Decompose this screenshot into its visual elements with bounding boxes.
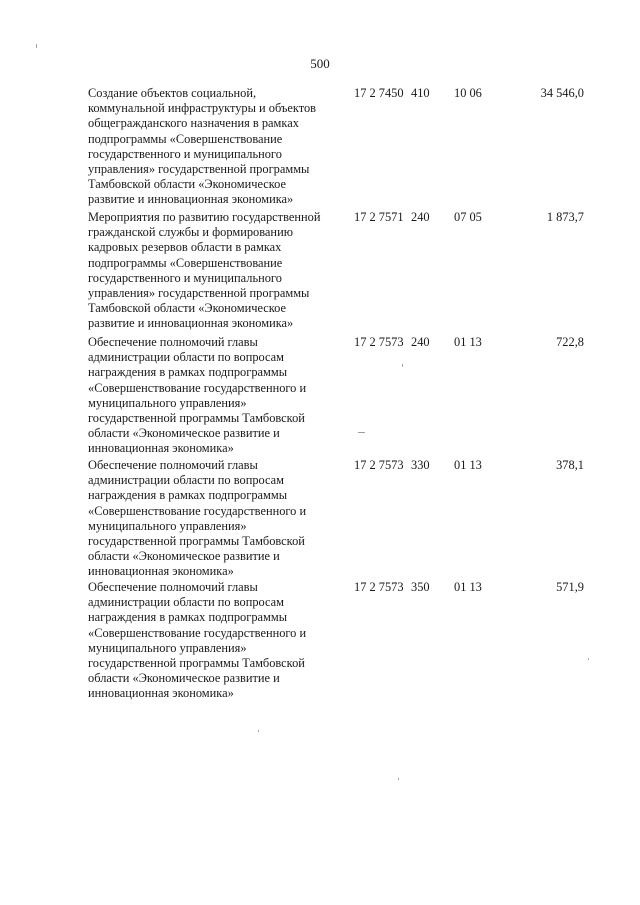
row-description [88,335,340,457]
scan-speck [258,730,259,732]
description-line: государственного и муниципального [88,270,282,285]
description-line: Создание объектов социальной, [88,86,257,100]
description-line: Тамбовской области «Экономическое [88,301,287,316]
amount-value: 722,8 [556,335,584,349]
amount-value: 378,1 [556,458,584,472]
description-line: награждения в рамках подпрограммы [88,365,288,380]
scan-speck [358,432,365,433]
description-line: администрации области по вопросам [88,595,285,610]
amount-value: 1 873,7 [546,210,584,224]
description-line: администрации области по вопросам [88,350,285,365]
description-line: Обеспечение полномочий главы [88,335,258,349]
scan-speck [588,658,589,660]
row-description [88,458,340,580]
description-line: награждения в рамках подпрограммы [88,488,288,503]
description-line: государственного и муниципального [88,146,282,161]
page-number: 500 [310,56,330,71]
section-code: 01 13 [454,458,482,472]
description-line: подпрограммы «Совершенствование [88,255,283,270]
target-article-code: 17 2 7571 [354,210,404,224]
description-line: гражданской службы и формированию [88,225,293,240]
section-code: 10 06 [454,86,482,100]
description-line: развитие и инновационная экономика» [88,316,294,331]
expense-type-code: 350 [411,580,430,594]
description-line: администрации области по вопросам [88,473,285,488]
row-description [88,210,340,332]
description-line: «Совершенствование государственного и [88,625,307,640]
description-line: общегражданского назначения в рамках [88,116,299,131]
description-line: Тамбовской области «Экономическое [88,177,287,192]
scan-speck [36,44,37,48]
description-line: инновационная экономика» [88,564,234,579]
description-line: управления» государственной программы [88,162,310,177]
section-code: 07 05 [454,210,482,224]
description-line: государственной программы Тамбовской [88,534,305,549]
description-line: государственной программы Тамбовской [88,411,305,426]
description-line: области «Экономическое развитие и [88,549,280,564]
description-line: инновационная экономика» [88,441,234,456]
description-line: муниципального управления» [88,395,247,410]
row-description [88,580,340,702]
description-line: Мероприятия по развитию государственной [88,210,321,224]
expense-type-code: 410 [411,86,430,100]
target-article-code: 17 2 7450 [354,86,404,100]
target-article-code: 17 2 7573 [354,580,404,594]
section-code: 01 13 [454,335,482,349]
description-line: муниципального управления» [88,640,247,655]
description-line: награждения в рамках подпрограммы [88,610,288,625]
amount-value: 571,9 [556,580,584,594]
description-line: государственной программы Тамбовской [88,656,305,671]
scan-speck [398,778,399,780]
description-line: инновационная экономика» [88,686,234,701]
expense-type-code: 240 [411,335,430,349]
description-line: развитие и инновационная экономика» [88,192,294,207]
target-article-code: 17 2 7573 [354,335,404,349]
target-article-code: 17 2 7573 [354,458,404,472]
description-line: области «Экономическое развитие и [88,426,280,441]
description-line: управления» государственной программы [88,286,310,301]
description-line: кадровых резервов области в рамках [88,240,282,255]
amount-value: 34 546,0 [540,86,584,100]
section-code: 01 13 [454,580,482,594]
description-line: Обеспечение полномочий главы [88,580,258,594]
description-line: коммунальной инфраструктуры и объектов [88,101,317,116]
expense-type-code: 330 [411,458,430,472]
description-line: муниципального управления» [88,518,247,533]
description-line: «Совершенствование государственного и [88,503,307,518]
expense-type-code: 240 [411,210,430,224]
row-description [88,86,340,208]
description-line: Обеспечение полномочий главы [88,458,258,472]
description-line: области «Экономическое развитие и [88,671,280,686]
scan-speck [402,364,403,367]
description-line: подпрограммы «Совершенствование [88,131,283,146]
description-line: «Совершенствование государственного и [88,380,307,395]
